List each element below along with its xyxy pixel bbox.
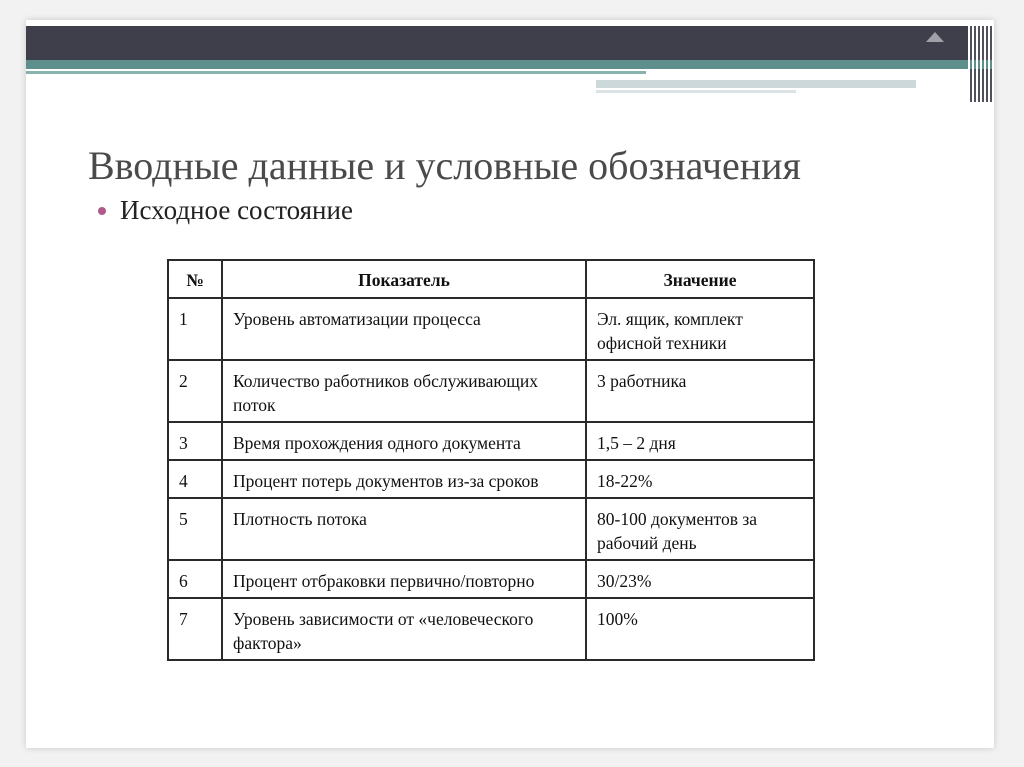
cell-number: 4 xyxy=(168,460,222,498)
data-table xyxy=(167,259,815,661)
cell-value: Эл. ящик, комплект офисной техники xyxy=(586,298,814,360)
cell-indicator: Процент потерь документов из-за сроков xyxy=(222,460,586,498)
table-row xyxy=(168,460,814,498)
cell-indicator: Уровень зависимости от «человеческого фактора» xyxy=(222,598,586,660)
banner-triangle-icon xyxy=(926,32,944,42)
banner-stripes-teal xyxy=(970,60,994,69)
cell-value: 80-100 документов за рабочий день xyxy=(586,498,814,560)
cell-number: 3 xyxy=(168,422,222,460)
cell-value: 3 работника xyxy=(586,360,814,422)
cell-value: 18-22% xyxy=(586,460,814,498)
bullet-dot-icon xyxy=(98,207,106,215)
table-row xyxy=(168,560,814,598)
header-value: Значение xyxy=(586,260,814,298)
slide xyxy=(26,20,994,748)
cell-value: 1,5 – 2 дня xyxy=(586,422,814,460)
cell-value: 30/23% xyxy=(586,560,814,598)
banner-light-line xyxy=(596,90,796,93)
cell-number: 2 xyxy=(168,360,222,422)
banner-dark-bar xyxy=(26,26,968,60)
cell-number: 6 xyxy=(168,560,222,598)
table-header-row xyxy=(168,260,814,298)
cell-number: 7 xyxy=(168,598,222,660)
cell-number: 1 xyxy=(168,298,222,360)
header-number: № xyxy=(168,260,222,298)
cell-indicator: Процент отбраковки первично/повторно xyxy=(222,560,586,598)
bullet-item xyxy=(98,195,353,226)
cell-indicator: Уровень автоматизации процесса xyxy=(222,298,586,360)
table-row xyxy=(168,598,814,660)
cell-indicator: Время прохождения одного документа xyxy=(222,422,586,460)
table-row xyxy=(168,360,814,422)
bullet-text: Исходное состояние xyxy=(120,195,353,225)
cell-indicator: Количество работников обслуживающих поток xyxy=(222,360,586,422)
banner-teal-bar xyxy=(26,60,968,69)
header-banner xyxy=(26,26,994,106)
slide-title: Вводные данные и условные обозначения xyxy=(88,143,801,188)
cell-indicator: Плотность потока xyxy=(222,498,586,560)
banner-teal-line xyxy=(26,71,646,74)
banner-light-bar xyxy=(596,80,916,88)
header-indicator: Показатель xyxy=(222,260,586,298)
cell-value: 100% xyxy=(586,598,814,660)
table-row xyxy=(168,298,814,360)
table-row xyxy=(168,422,814,460)
cell-number: 5 xyxy=(168,498,222,560)
table-row xyxy=(168,498,814,560)
